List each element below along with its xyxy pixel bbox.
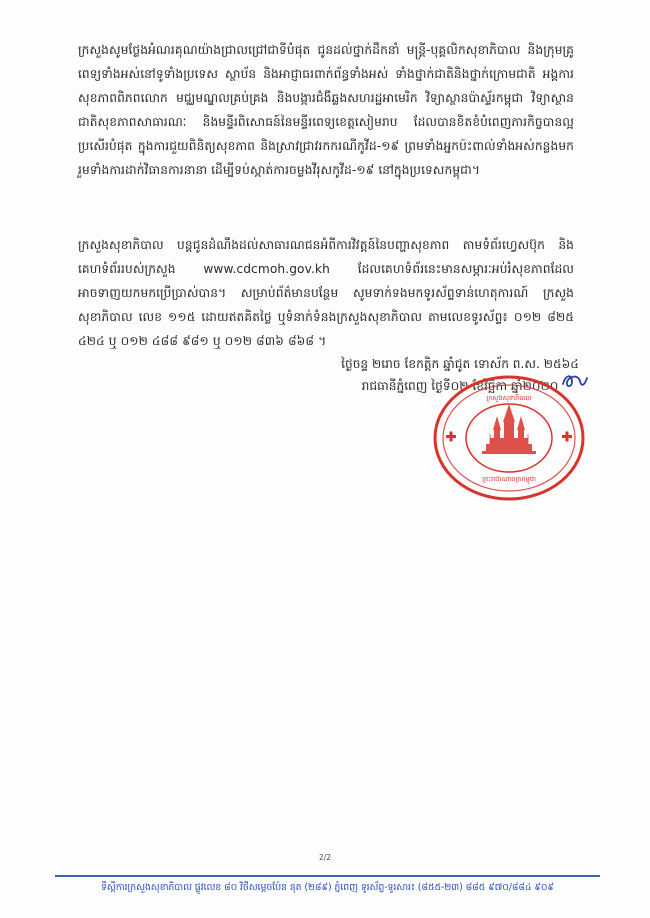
official-seal xyxy=(432,374,586,502)
seal-top-text: ក្រសួងសុខាភិបាល xyxy=(486,394,532,402)
footer-address: ទីស្តីការក្រសួងសុខាភិបាល ផ្លូវលេខ ៨០ វិថីសម្តេចប៉ែន នុត (២៨៩) ភ្នំពេញ ទូរស័ព្ទ-ទូរសារ៖ (៨៥៥-២៣) ៨៨៥ ៩៧០/៨៨៤ ៩០៩ xyxy=(101,882,554,893)
page-number: 2/2 xyxy=(318,853,332,862)
date-lunar: ថ្ងៃចន្ទ ២រោច ខែកត្តិក ឆ្នាំជូត ទោស័ក ព.ស. ២៥៦៤ xyxy=(341,357,579,371)
footer-divider xyxy=(55,875,600,877)
paragraph-thanks: ក្រសួងសូមថ្លែងអំណរគុណយ៉ាងជ្រាលជ្រៅជាទីបំផុត ជូនដល់ថ្នាក់ដឹកនាំ មន្ត្រី-បុគ្គលិកសុខាភិបាល និងក្រុមគ្រូពេទ្យទាំងអស់នៅទូទាំងប្រទេស ស្ថាប័ន និងអាជ្ញាធរពាក់ព័ន្ធទាំងអស់ ទាំងថ្នាក់ជាតិនិងថ្នាក់ក្រោមជាតិ អង្គការសុខភាពពិភពលោក មជ្ឈមណ្ឌលគ្រប់គ្រង និងបង្ការជំងឺឆ្លងសហរដ្ឋអាមេរិក វិទ្យាស្ថានប៉ាស្ទ័រកម្ពុជា វិទ្យាស្ថានជាតិសុខភាពសាធារណៈ និងមន្ទីរពិសោធន៍នៃមន្ទីរពេទ្យខេត្តសៀមរាប ដែលបានខិតខំបំពេញភារកិច្ចបានល្អប្រសើរបំផុត ក្នុងការជួយពិនិត្យសុខភាព និងស្រាវជ្រាវរកករណីកូវីដ-១៩ ព្រមទាំងអ្នកប៉ះពាល់ទាំងអស់កន្លងមក រួមទាំងការដាក់វិធានការនានា ដើម្បីទប់ស្កាត់ការចម្លងវីរុសកូវីដ-១៩ នៅក្នុងប្រទេសកម្ពុជា។ xyxy=(78,43,574,177)
signature-icon xyxy=(560,370,590,392)
paragraph-info: ក្រសួងសុខាភិបាល បន្តជូនដំណឹងដល់សាធារណជនអំពីការវិវត្តន៍នៃបញ្ហាសុខភាព តាមទំព័រហ្វេសប៊ុក និងគេហទំព័ររបស់ក្រសួង www.cdcmoh.gov.kh ដែលគេហទំព័រនេះមានសម្ភារៈអប់រំសុខភាពដែលអាចទាញយកមកប្រើប្រាស់បាន។ សម្រាប់ព័ត៌មានបន្ថែម សូមទាក់ទងមកទូរស័ព្ទទាន់ហេតុការណ៍ ក្រសួងសុខាភិបាល លេខ ១១៥ ដោយឥតគិតថ្លៃ ឬទំនាក់ទំនងក្រសួងសុខាភិបាល តាមលេខទូរស័ព្ទ៖ ០១២ ៨២៥ ៤២៤ ឬ ០១២ ៤៨៨ ៩៨១ ឬ ០១២ ៨៣៦ ៨៦៨ ។ xyxy=(78,238,574,348)
seal-bottom-text: ព្រះរាជាណាចក្រកម្ពុជា xyxy=(482,475,536,483)
date-solar: រាជធានីភ្នំពេញ ថ្ងៃទី០២ ខែវិច្ឆិកា ឆ្នាំ២០២០ xyxy=(361,379,559,393)
